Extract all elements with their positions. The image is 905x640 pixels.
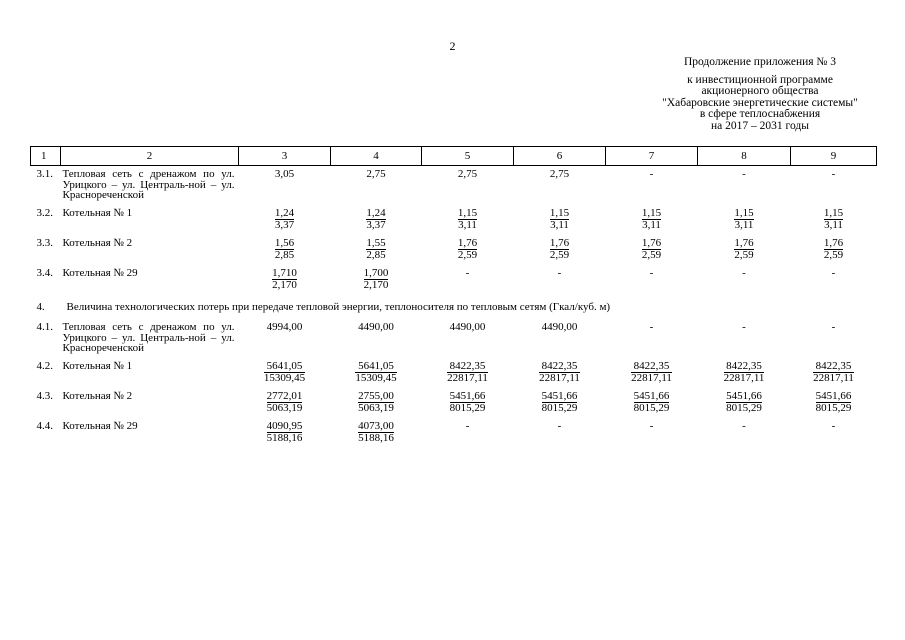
fraction-cell bbox=[606, 388, 698, 418]
fraction-value bbox=[358, 421, 394, 444]
numerator: 4073,00 bbox=[358, 419, 394, 432]
table-row bbox=[31, 205, 877, 235]
denominator: 22817,11 bbox=[447, 371, 488, 384]
row-name: Тепловая сеть с дренажом по ул. Урицкого – ул. Централь-ной – ул. Краснореченской bbox=[62, 321, 235, 354]
fraction-cell bbox=[422, 205, 514, 235]
fraction-value bbox=[816, 391, 852, 414]
value-cell: - bbox=[465, 266, 470, 279]
denominator: 22817,11 bbox=[631, 371, 672, 384]
fraction-cell bbox=[422, 358, 514, 388]
denominator: 8015,29 bbox=[633, 401, 670, 414]
row-number: 4.1. bbox=[36, 321, 53, 333]
fraction-value bbox=[358, 391, 394, 414]
denominator: 2,85 bbox=[274, 248, 295, 261]
row-number: 4.4. bbox=[36, 419, 53, 432]
denominator: 2,59 bbox=[823, 248, 844, 261]
value-cell: - bbox=[831, 266, 836, 279]
table-row bbox=[31, 388, 877, 418]
denominator: 5063,19 bbox=[358, 401, 394, 414]
fraction-cell bbox=[606, 205, 698, 235]
numerator: 8422,35 bbox=[539, 361, 580, 373]
numerator: 1,76 bbox=[457, 236, 478, 249]
fraction-value bbox=[539, 361, 580, 384]
fraction-cell bbox=[791, 358, 877, 388]
denominator: 8015,29 bbox=[449, 401, 486, 414]
denominator: 3,37 bbox=[274, 218, 295, 231]
denominator: 15309,45 bbox=[263, 371, 306, 384]
annex-line: акционерного общества bbox=[701, 85, 819, 97]
fraction-cell bbox=[239, 358, 331, 388]
value-cell: 4994,00 bbox=[266, 321, 303, 333]
numerator: 8422,35 bbox=[631, 361, 672, 373]
fraction-cell bbox=[331, 418, 422, 448]
value-cell: - bbox=[742, 266, 746, 279]
row-name: Котельная № 1 bbox=[62, 206, 133, 219]
value-cell: - bbox=[831, 168, 836, 180]
denominator: 8015,29 bbox=[815, 401, 852, 414]
annex-title: Продолжение приложения № 3 bbox=[683, 56, 837, 68]
value-cell: 3,05 bbox=[274, 168, 295, 180]
annex-heading bbox=[610, 57, 905, 132]
denominator: 2,170 bbox=[272, 278, 297, 291]
denominator: 2,59 bbox=[641, 248, 662, 261]
column-header: 9 bbox=[791, 147, 877, 166]
fraction-cell bbox=[606, 358, 698, 388]
value-cell: - bbox=[649, 321, 654, 333]
row-number: 4.2. bbox=[36, 359, 53, 372]
column-header: 5 bbox=[422, 147, 514, 166]
denominator: 5063,19 bbox=[266, 401, 303, 414]
numerator: 5451,66 bbox=[449, 389, 486, 402]
denominator: 2,85 bbox=[366, 248, 386, 261]
fraction-cell bbox=[791, 388, 877, 418]
table-row bbox=[31, 319, 877, 358]
numerator: 1,56 bbox=[274, 236, 295, 249]
denominator: 2,59 bbox=[734, 248, 754, 261]
row-name: Котельная № 2 bbox=[62, 389, 133, 402]
denominator: 22817,11 bbox=[723, 371, 765, 384]
numerator: 1,15 bbox=[457, 206, 478, 219]
page-number: 2 bbox=[449, 39, 456, 53]
value-cell: 2,75 bbox=[366, 168, 386, 180]
fraction-value bbox=[366, 238, 385, 261]
fraction-cell bbox=[698, 205, 791, 235]
denominator: 3,11 bbox=[642, 218, 661, 231]
column-header: 2 bbox=[61, 147, 239, 166]
fraction-value bbox=[275, 208, 294, 231]
denominator: 3,37 bbox=[366, 218, 386, 231]
fraction-cell bbox=[239, 418, 331, 448]
fraction-cell bbox=[514, 235, 606, 265]
table-row bbox=[31, 265, 877, 295]
fraction-value bbox=[642, 208, 661, 231]
column-header: 3 bbox=[239, 147, 331, 166]
fraction-value bbox=[824, 238, 843, 261]
denominator: 5188,16 bbox=[358, 431, 394, 444]
denominator: 2,59 bbox=[457, 248, 478, 261]
fraction-value bbox=[267, 421, 303, 444]
section-row bbox=[31, 295, 877, 320]
denominator: 3,11 bbox=[458, 218, 477, 231]
value-cell: 4490,00 bbox=[541, 321, 578, 333]
fraction-value bbox=[264, 361, 305, 384]
value-cell: 4490,00 bbox=[449, 321, 486, 333]
fraction-cell bbox=[239, 265, 331, 295]
value-cell: - bbox=[649, 266, 654, 279]
numerator: 5641,05 bbox=[264, 361, 305, 373]
row-number: 3.1. bbox=[36, 168, 53, 180]
row-number: 4.3. bbox=[36, 389, 53, 402]
value-cell: 2,75 bbox=[457, 168, 478, 180]
section-title: Величина технологических потерь при передаче тепловой энергии, теплоносителя по тепловым сетям (Гкал/куб. м) bbox=[66, 300, 611, 313]
numerator: 1,24 bbox=[366, 206, 386, 219]
numerator: 1,76 bbox=[823, 236, 844, 249]
fraction-cell bbox=[331, 235, 422, 265]
fraction-cell bbox=[791, 235, 877, 265]
fraction-value bbox=[366, 208, 385, 231]
numerator: 5641,05 bbox=[355, 361, 396, 373]
numerator: 8422,35 bbox=[447, 361, 488, 373]
row-name: Тепловая сеть с дренажом по ул. Урицкого – ул. Централь-ной – ул. Краснореченской bbox=[62, 168, 235, 201]
numerator: 1,76 bbox=[734, 236, 754, 249]
denominator: 8015,29 bbox=[541, 401, 578, 414]
fraction-value bbox=[275, 238, 294, 261]
fraction-value bbox=[824, 208, 843, 231]
numerator: 4090,95 bbox=[266, 419, 303, 432]
value-cell: 4490,00 bbox=[358, 321, 394, 333]
numerator: 1,76 bbox=[549, 236, 570, 249]
fraction-cell bbox=[331, 205, 422, 235]
annex-line: на 2017 – 2031 годы bbox=[711, 119, 809, 132]
annex-line: к инвестиционной программе bbox=[687, 73, 833, 86]
fraction-cell bbox=[422, 388, 514, 418]
fraction-cell bbox=[698, 388, 791, 418]
numerator: 8422,35 bbox=[724, 361, 765, 373]
fraction-value bbox=[355, 361, 396, 384]
fraction-value bbox=[550, 208, 569, 231]
column-header: 6 bbox=[514, 147, 606, 166]
numerator: 2755,00 bbox=[358, 389, 394, 402]
fraction-cell bbox=[514, 205, 606, 235]
fraction-value bbox=[634, 391, 670, 414]
fraction-value bbox=[813, 361, 854, 384]
value-cell: - bbox=[649, 419, 654, 432]
table-row bbox=[31, 418, 877, 448]
fraction-cell bbox=[239, 388, 331, 418]
row-name: Котельная № 1 bbox=[62, 359, 133, 372]
denominator: 8015,29 bbox=[726, 401, 762, 414]
fraction-cell bbox=[239, 235, 331, 265]
column-header: 1 bbox=[31, 147, 61, 166]
denominator: 15309,45 bbox=[355, 371, 397, 384]
fraction-value bbox=[734, 238, 753, 261]
numerator: 8422,35 bbox=[813, 361, 854, 373]
value-cell: - bbox=[649, 168, 654, 180]
column-header: 8 bbox=[698, 147, 791, 166]
fraction-value bbox=[458, 238, 477, 261]
annex-line: "Хабаровские энергетические системы" bbox=[662, 96, 858, 109]
fraction-value bbox=[447, 361, 488, 384]
fraction-cell bbox=[698, 235, 791, 265]
fraction-cell bbox=[331, 388, 422, 418]
numerator: 5451,66 bbox=[726, 389, 762, 402]
fraction-value bbox=[550, 238, 569, 261]
fraction-cell bbox=[791, 205, 877, 235]
numerator: 1,15 bbox=[549, 206, 570, 219]
row-number: 3.4. bbox=[36, 266, 53, 279]
table-row bbox=[31, 358, 877, 388]
fraction-value bbox=[450, 391, 486, 414]
fraction-value bbox=[642, 238, 661, 261]
indicator-table bbox=[30, 146, 877, 448]
fraction-value bbox=[631, 361, 672, 384]
numerator: 1,24 bbox=[274, 206, 295, 219]
fraction-value bbox=[458, 208, 477, 231]
fraction-value bbox=[542, 391, 578, 414]
value-cell: - bbox=[831, 419, 836, 432]
row-name: Котельная № 29 bbox=[62, 266, 138, 279]
numerator: 1,710 bbox=[272, 266, 297, 279]
fraction-value bbox=[272, 268, 297, 291]
table-header-row bbox=[31, 147, 877, 166]
denominator: 2,59 bbox=[549, 248, 570, 261]
value-cell: - bbox=[831, 321, 836, 333]
fraction-cell bbox=[331, 265, 422, 295]
numerator: 1,15 bbox=[823, 206, 844, 219]
denominator: 22817,11 bbox=[539, 371, 580, 384]
fraction-cell bbox=[698, 358, 791, 388]
row-number: 3.3. bbox=[36, 236, 53, 249]
column-header: 7 bbox=[606, 147, 698, 166]
numerator: 5451,66 bbox=[633, 389, 670, 402]
value-cell: - bbox=[557, 419, 562, 432]
column-header: 4 bbox=[331, 147, 422, 166]
row-number: 3.2. bbox=[36, 206, 53, 219]
numerator: 5451,66 bbox=[541, 389, 578, 402]
value-cell: - bbox=[465, 419, 470, 432]
fraction-cell bbox=[606, 235, 698, 265]
value-cell: 2,75 bbox=[549, 168, 570, 180]
denominator: 3,11 bbox=[824, 218, 843, 231]
numerator: 1,76 bbox=[641, 236, 662, 249]
fraction-value bbox=[726, 391, 762, 414]
row-name: Котельная № 29 bbox=[62, 419, 138, 432]
value-cell: - bbox=[742, 419, 746, 432]
fraction-value bbox=[267, 391, 303, 414]
denominator: 5188,16 bbox=[266, 431, 303, 444]
denominator: 3,11 bbox=[550, 218, 569, 231]
value-cell: - bbox=[557, 266, 562, 279]
numerator: 1,15 bbox=[641, 206, 662, 219]
row-name: Котельная № 2 bbox=[62, 236, 133, 249]
numerator: 2772,01 bbox=[266, 389, 303, 402]
table-row bbox=[31, 166, 877, 205]
annex-line: в сфере теплоснабжения bbox=[699, 108, 821, 120]
value-cell: - bbox=[742, 168, 746, 180]
fraction-cell bbox=[422, 235, 514, 265]
fraction-cell bbox=[514, 358, 606, 388]
fraction-cell bbox=[514, 388, 606, 418]
numerator: 1,15 bbox=[734, 206, 754, 219]
fraction-cell bbox=[331, 358, 422, 388]
value-cell: - bbox=[742, 321, 746, 333]
fraction-cell bbox=[239, 205, 331, 235]
table-row bbox=[31, 235, 877, 265]
fraction-value bbox=[364, 268, 389, 291]
row-number: 4. bbox=[36, 300, 45, 313]
denominator: 2,170 bbox=[363, 278, 389, 291]
fraction-value bbox=[734, 208, 753, 231]
numerator: 1,700 bbox=[363, 266, 389, 279]
numerator: 5451,66 bbox=[815, 389, 852, 402]
fraction-value bbox=[724, 361, 765, 384]
denominator: 3,11 bbox=[734, 218, 754, 231]
numerator: 1,55 bbox=[366, 236, 386, 249]
denominator: 22817,11 bbox=[813, 371, 854, 384]
